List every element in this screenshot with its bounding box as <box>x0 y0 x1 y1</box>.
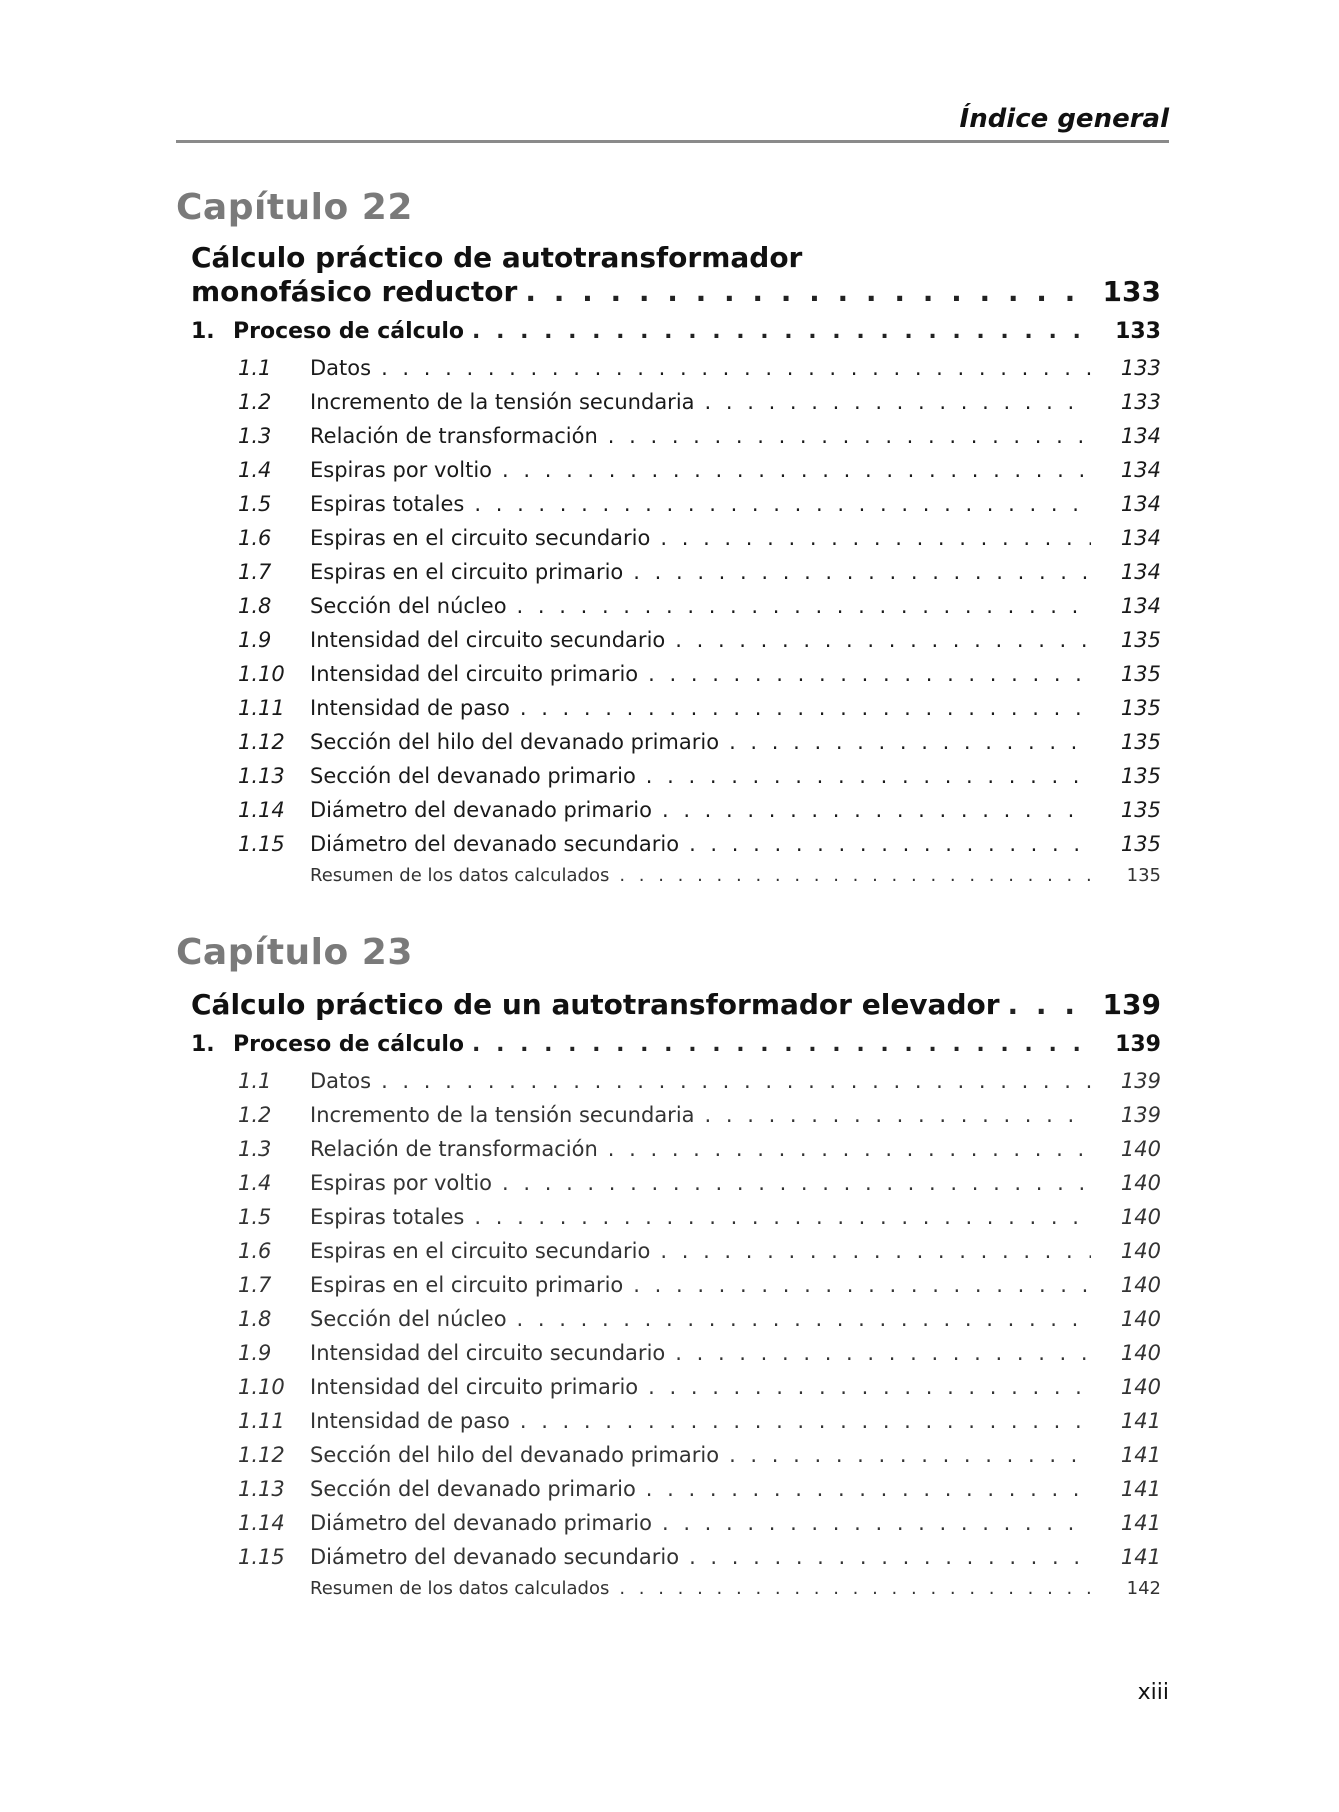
item-page: 140 <box>1120 1273 1161 1297</box>
item-number: 1.3 <box>238 1137 272 1161</box>
leader-dots <box>705 385 1091 419</box>
item-page: 133 <box>1120 356 1161 380</box>
item-number: 1.11 <box>238 1409 285 1433</box>
toc-item[interactable] <box>238 1506 1161 1540</box>
section-entry[interactable] <box>191 313 1161 351</box>
section-number: 1. <box>191 319 215 344</box>
leader-dots <box>675 623 1091 657</box>
item-page: 135 <box>1120 696 1161 720</box>
item-number: 1.14 <box>238 1511 285 1535</box>
item-number: 1.4 <box>238 458 272 482</box>
item-page: 141 <box>1120 1511 1161 1535</box>
leader-dots <box>675 1336 1091 1370</box>
item-label: Intensidad del circuito secundario <box>310 1341 666 1365</box>
toc-item[interactable] <box>238 419 1161 453</box>
section-entry[interactable] <box>191 1026 1161 1064</box>
item-page: 133 <box>1120 390 1161 414</box>
leader-dots <box>381 1064 1091 1098</box>
header-title: Índice general <box>959 104 1169 134</box>
item-label: Sección del núcleo <box>310 594 507 618</box>
toc-item[interactable] <box>238 759 1161 793</box>
leader-dots <box>662 793 1091 827</box>
item-number: 1.2 <box>238 390 272 414</box>
item-number: 1.7 <box>238 560 272 584</box>
item-label: Intensidad del circuito primario <box>310 662 639 686</box>
item-number: 1.10 <box>238 1375 285 1399</box>
toc-item[interactable] <box>238 1302 1161 1336</box>
chapter-title-line2: monofásico reductor <box>191 275 518 308</box>
toc-item[interactable] <box>238 1540 1161 1574</box>
running-header <box>176 100 1169 143</box>
item-label: Datos <box>310 1069 372 1093</box>
item-number: 1.13 <box>238 1477 285 1501</box>
chapter-label: Capítulo 23 <box>176 932 413 973</box>
leader-dots <box>517 589 1091 623</box>
item-number: 1.14 <box>238 798 285 822</box>
leader-dots <box>633 1268 1091 1302</box>
chapter-title[interactable] <box>191 241 1161 309</box>
item-number: 1.3 <box>238 424 272 448</box>
item-label: Intensidad del circuito primario <box>310 1375 639 1399</box>
chapter-title-line1: Cálculo práctico de autotransformador <box>191 241 803 274</box>
chapter-title[interactable] <box>191 988 1161 1022</box>
item-label: Datos <box>310 356 372 380</box>
item-number: 1.8 <box>238 594 272 618</box>
item-page: 142 <box>1126 1578 1161 1599</box>
leader-dots <box>608 1132 1091 1166</box>
leader-dots <box>472 313 1083 351</box>
item-page: 135 <box>1120 764 1161 788</box>
leader-dots <box>1008 988 1083 1022</box>
item-number: 1.11 <box>238 696 285 720</box>
item-number: 1.9 <box>238 1341 272 1365</box>
item-label: Sección del devanado primario <box>310 1477 636 1501</box>
leader-dots <box>381 351 1091 385</box>
chapter-label: Capítulo 22 <box>176 187 413 228</box>
toc-item[interactable] <box>238 827 1161 861</box>
leader-dots <box>648 1370 1091 1404</box>
item-label: Sección del devanado primario <box>310 764 636 788</box>
leader-dots <box>608 419 1091 453</box>
toc-summary-item[interactable] <box>238 861 1161 891</box>
toc-item[interactable] <box>238 521 1161 555</box>
item-page: 135 <box>1120 628 1161 652</box>
toc-item[interactable] <box>238 453 1161 487</box>
item-number: 1.12 <box>238 1443 285 1467</box>
item-label: Relación de transformación <box>310 1137 598 1161</box>
item-page: 135 <box>1120 730 1161 754</box>
toc-item[interactable] <box>238 1370 1161 1404</box>
leader-dots <box>520 1404 1091 1438</box>
item-number: 1.4 <box>238 1171 272 1195</box>
leader-dots <box>502 453 1091 487</box>
leader-dots <box>520 691 1091 725</box>
item-label: Relación de transformación <box>310 424 598 448</box>
item-number: 1.13 <box>238 764 285 788</box>
leader-dots <box>648 657 1091 691</box>
section-page: 133 <box>1115 319 1161 344</box>
toc-item[interactable] <box>238 1098 1161 1132</box>
item-page: 135 <box>1120 832 1161 856</box>
item-number: 1.1 <box>238 356 272 380</box>
item-number: 1.6 <box>238 1239 272 1263</box>
item-label: Espiras en el circuito secundario <box>310 1239 651 1263</box>
toc-item[interactable] <box>238 1064 1161 1098</box>
item-label: Intensidad del circuito secundario <box>310 628 666 652</box>
item-label: Incremento de la tensión secundaria <box>310 1103 695 1127</box>
toc-item[interactable] <box>238 1268 1161 1302</box>
item-number: 1.1 <box>238 1069 272 1093</box>
item-page: 135 <box>1120 798 1161 822</box>
item-number: 1.10 <box>238 662 285 686</box>
toc-item[interactable] <box>238 351 1161 385</box>
item-label: Resumen de los datos calculados <box>310 865 610 886</box>
toc-item[interactable] <box>238 725 1161 759</box>
leader-dots <box>619 1574 1091 1604</box>
chapter-23 <box>176 928 1169 1604</box>
item-page: 140 <box>1120 1239 1161 1263</box>
item-page: 134 <box>1120 458 1161 482</box>
leader-dots <box>474 487 1091 521</box>
item-label: Intensidad de paso <box>310 696 510 720</box>
chapter-22 <box>176 183 1169 891</box>
toc-item[interactable] <box>238 793 1161 827</box>
item-page: 140 <box>1120 1171 1161 1195</box>
item-page: 141 <box>1120 1545 1161 1569</box>
item-label: Espiras por voltio <box>310 1171 493 1195</box>
toc-item[interactable] <box>238 1336 1161 1370</box>
item-label: Espiras en el circuito secundario <box>310 526 651 550</box>
leader-dots <box>689 1540 1091 1574</box>
item-label: Espiras por voltio <box>310 458 493 482</box>
toc-item[interactable] <box>238 1234 1161 1268</box>
leader-dots <box>660 521 1091 555</box>
section-label: Proceso de cálculo <box>233 319 465 344</box>
item-label: Sección del núcleo <box>310 1307 507 1331</box>
section-number: 1. <box>191 1032 215 1057</box>
item-page: 135 <box>1120 662 1161 686</box>
item-number: 1.2 <box>238 1103 272 1127</box>
item-label: Intensidad de paso <box>310 1409 510 1433</box>
leader-dots <box>517 1302 1091 1336</box>
item-label: Espiras totales <box>310 1205 465 1229</box>
item-page: 140 <box>1120 1205 1161 1229</box>
item-label: Espiras en el circuito primario <box>310 1273 624 1297</box>
item-page: 134 <box>1120 526 1161 550</box>
toc-item[interactable] <box>238 657 1161 691</box>
leader-dots <box>474 1200 1091 1234</box>
leader-dots <box>502 1166 1091 1200</box>
item-page: 140 <box>1120 1375 1161 1399</box>
toc-item[interactable] <box>238 385 1161 419</box>
item-label: Sección del hilo del devanado primario <box>310 730 720 754</box>
leader-dots <box>729 725 1091 759</box>
item-label: Diámetro del devanado primario <box>310 798 652 822</box>
section-label: Proceso de cálculo <box>233 1032 465 1057</box>
item-page: 134 <box>1120 594 1161 618</box>
toc-item[interactable] <box>238 555 1161 589</box>
leader-dots <box>646 759 1091 793</box>
leader-dots <box>705 1098 1091 1132</box>
leader-dots <box>662 1506 1091 1540</box>
item-page: 140 <box>1120 1307 1161 1331</box>
leader-dots <box>472 1026 1083 1064</box>
item-page: 139 <box>1120 1103 1161 1127</box>
item-label: Sección del hilo del devanado primario <box>310 1443 720 1467</box>
toc-items <box>238 1064 1161 1604</box>
toc-item[interactable] <box>238 1132 1161 1166</box>
item-label: Espiras en el circuito primario <box>310 560 624 584</box>
item-label: Espiras totales <box>310 492 465 516</box>
item-page: 141 <box>1120 1443 1161 1467</box>
item-label: Resumen de los datos calculados <box>310 1578 610 1599</box>
leader-dots <box>689 827 1091 861</box>
chapter-page: 139 <box>1102 988 1161 1021</box>
toc-item[interactable] <box>238 691 1161 725</box>
toc-item[interactable] <box>238 589 1161 623</box>
toc-item[interactable] <box>238 1166 1161 1200</box>
leader-dots <box>525 275 1083 309</box>
toc-item[interactable] <box>238 487 1161 521</box>
item-page: 140 <box>1120 1341 1161 1365</box>
toc-item[interactable] <box>238 1438 1161 1472</box>
item-number: 1.9 <box>238 628 272 652</box>
toc-items <box>238 351 1161 891</box>
item-label: Diámetro del devanado secundario <box>310 832 680 856</box>
toc-item[interactable] <box>238 1404 1161 1438</box>
item-number: 1.7 <box>238 1273 272 1297</box>
item-page: 140 <box>1120 1137 1161 1161</box>
section-page: 139 <box>1115 1032 1161 1057</box>
item-label: Incremento de la tensión secundaria <box>310 390 695 414</box>
item-page: 134 <box>1120 492 1161 516</box>
toc-item[interactable] <box>238 1200 1161 1234</box>
leader-dots <box>660 1234 1091 1268</box>
leader-dots <box>633 555 1091 589</box>
item-page: 134 <box>1120 424 1161 448</box>
leader-dots <box>619 861 1091 891</box>
item-number: 1.8 <box>238 1307 272 1331</box>
item-number: 1.6 <box>238 526 272 550</box>
item-number: 1.15 <box>238 1545 285 1569</box>
leader-dots <box>646 1472 1091 1506</box>
item-number: 1.5 <box>238 1205 272 1229</box>
item-page: 139 <box>1120 1069 1161 1093</box>
toc-item[interactable] <box>238 1472 1161 1506</box>
chapter-page: 133 <box>1102 275 1161 308</box>
item-number: 1.5 <box>238 492 272 516</box>
item-page: 141 <box>1120 1477 1161 1501</box>
item-number: 1.12 <box>238 730 285 754</box>
leader-dots <box>729 1438 1091 1472</box>
item-number: 1.15 <box>238 832 285 856</box>
item-page: 141 <box>1120 1409 1161 1433</box>
page-number: xiii <box>1137 1680 1169 1705</box>
chapter-title-line1: Cálculo práctico de un autotransformador elevador <box>191 988 1000 1021</box>
toc-item[interactable] <box>238 623 1161 657</box>
toc-summary-item[interactable] <box>238 1574 1161 1604</box>
item-label: Diámetro del devanado primario <box>310 1511 652 1535</box>
item-label: Diámetro del devanado secundario <box>310 1545 680 1569</box>
item-page: 134 <box>1120 560 1161 584</box>
item-page: 135 <box>1126 865 1161 886</box>
